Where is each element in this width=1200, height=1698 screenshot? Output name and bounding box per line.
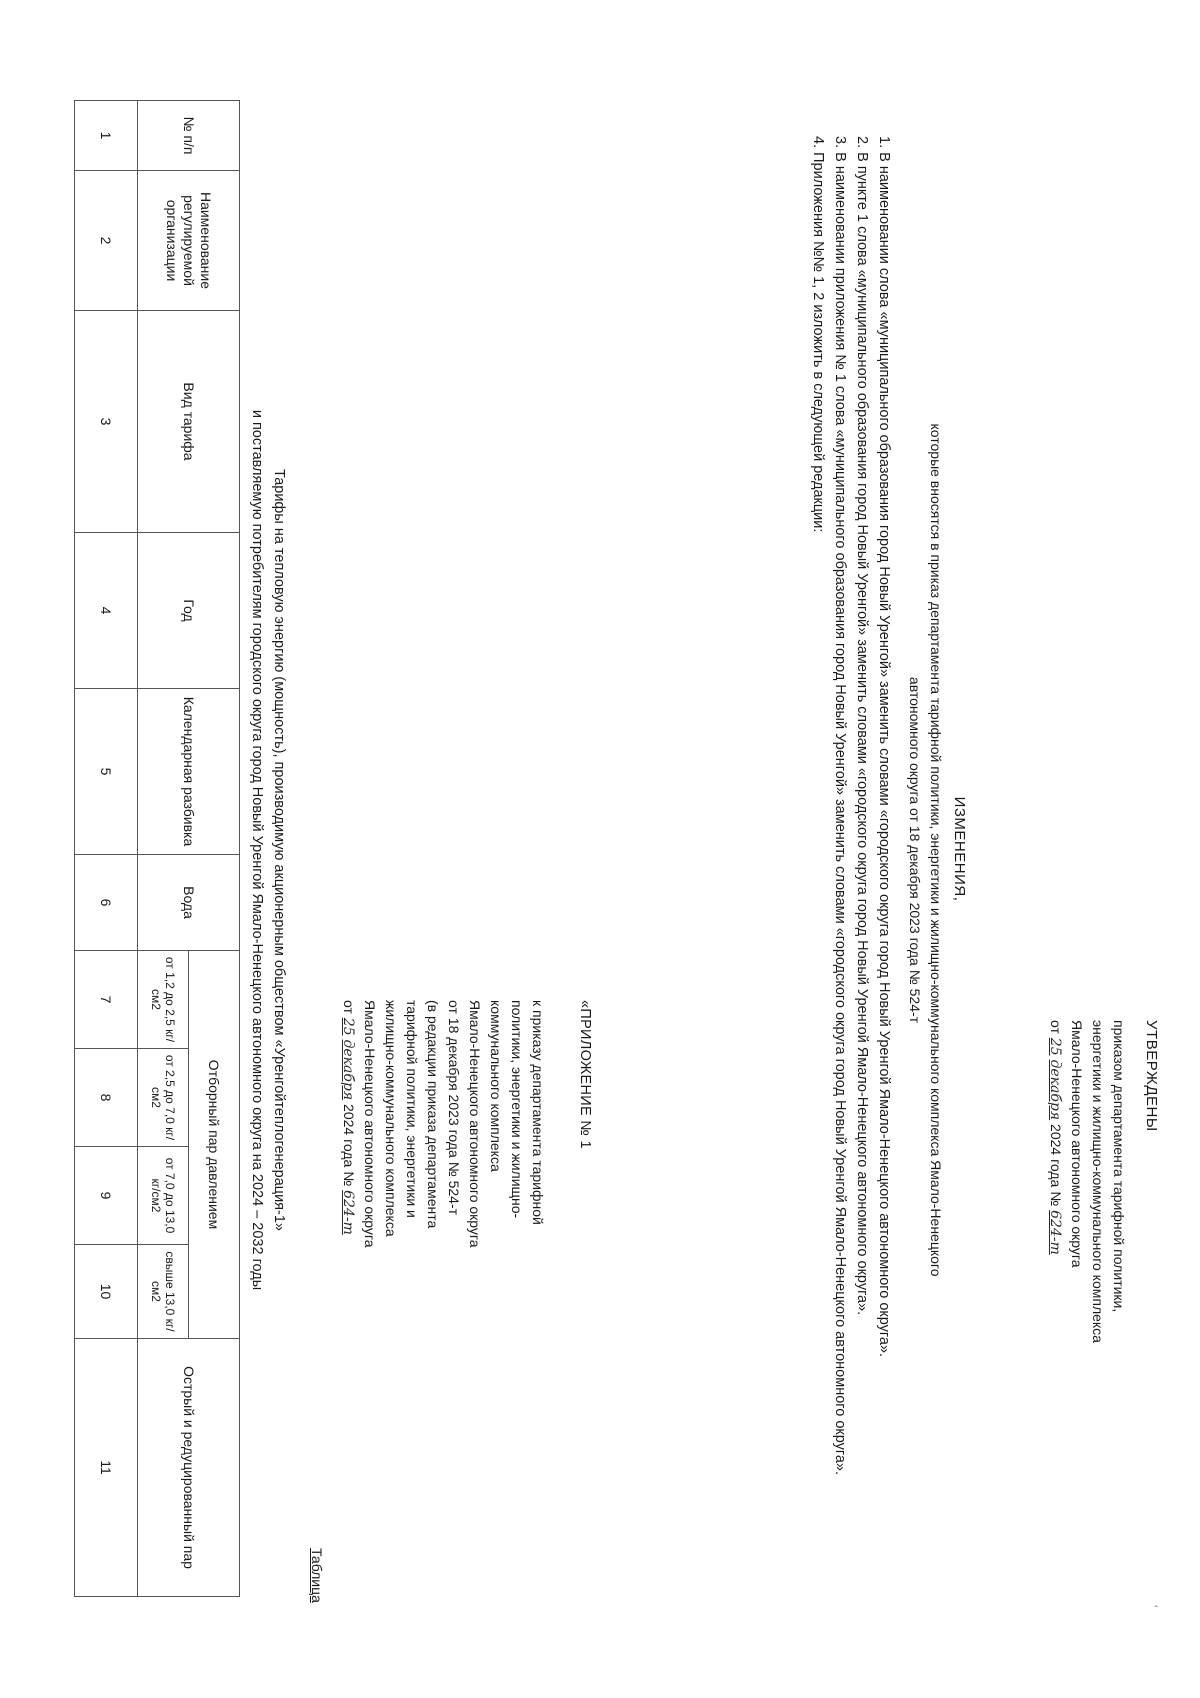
handwritten-month: декабря xyxy=(340,1039,356,1101)
appendix-heading: «ПРИЛОЖЕНИЕ № 1 xyxy=(577,1000,593,1149)
column-header: Вода xyxy=(138,855,240,951)
appendix-line: жилищно-коммунального комплекса xyxy=(383,1000,399,1237)
approval-line: энергетики и жилищно-коммунального комплекса xyxy=(1090,1020,1106,1343)
handwritten-number: 624-т xyxy=(1047,1210,1063,1255)
appendix-line: от 18 декабря 2023 года № 524-т xyxy=(446,1000,462,1216)
table-cell: 6 xyxy=(75,855,138,951)
table-cell: 1 xyxy=(75,101,138,171)
appendix-block xyxy=(337,1000,595,1470)
table-label: Таблица xyxy=(309,1548,325,1603)
approval-heading: УТВЕРЖДЕНЫ xyxy=(1143,1020,1160,1132)
pressure-subheader: от 1,2 до 2,5 кг/см2 xyxy=(138,951,189,1049)
column-header: Вид тарифа xyxy=(138,311,240,533)
appendix-line: Ямало-Ненецкого автономного округа xyxy=(362,1000,378,1248)
appendix-line: коммунального комплекса xyxy=(488,1000,504,1172)
appendix-line: тарифной политики, энергетики и xyxy=(404,1000,420,1218)
column-header: № п/п xyxy=(138,101,240,171)
appendix-line: к приказу департамента тарифной xyxy=(530,1000,546,1225)
appendix-line: политики, энергетики и жилищно- xyxy=(509,1000,525,1219)
table-cell: 11 xyxy=(75,1339,138,1597)
table-cell: 9 xyxy=(75,1147,138,1245)
appendix-date-line: от 25 декабря 2024 года № 624-т xyxy=(340,1000,357,1235)
amendment-item: 2. В пункте 1 слова «муниципального образования город Новый Уренгой» заменить словами «городского округа город Новый Уренгой Ямало-Ненецкого автономного округа». xyxy=(854,136,870,1316)
changes-subtitle: которые вносятся в приказ департамента тарифной политики, энергетики и жилищно-коммунального комплекса Ямало-Ненецкого автономного округа от 18 декабря 2023 года № 524-т xyxy=(907,423,944,1277)
table-cell: 10 xyxy=(75,1245,138,1339)
amendment-items xyxy=(807,100,895,1598)
column-header: Наименование регулируемой организации xyxy=(138,171,240,311)
appendix-line: (в редакции приказа департамента xyxy=(425,1000,441,1229)
column-header: Острый и редуцированный пар xyxy=(138,1339,240,1597)
pressure-subheader: от 7,0 до 13,0 кг/см2 xyxy=(138,1147,189,1245)
table-row xyxy=(75,101,138,1597)
table-cell: 2 xyxy=(75,171,138,311)
handwritten-day: 25 xyxy=(1047,1037,1063,1056)
pressure-subheader: свыше 13,0 кг/см2 xyxy=(138,1245,189,1339)
tariff-title: Тарифы на тепловую энергию (мощность), производимую акционерным обществом «Уренгойтеплогенерация-1» и поставляемую потребителям городского округа город Новый Уренгой Ямало-Ненецкого автономного округа на 2024 – 2032 годы xyxy=(249,409,287,1291)
handwritten-day: 25 xyxy=(340,1017,356,1036)
approval-block xyxy=(1044,1020,1162,1490)
tariff-table xyxy=(74,100,240,1597)
handwritten-month: декабря xyxy=(1047,1059,1063,1121)
approval-date-line: от 25 декабря 2024 года № 624-т xyxy=(1047,1020,1064,1255)
table-header-row xyxy=(189,101,240,1597)
column-header: Календарная разбивка xyxy=(138,689,240,855)
scan-artifact-mark: ' xyxy=(1146,1605,1160,1608)
table-cell: 3 xyxy=(75,311,138,533)
approval-line: приказом департамента тарифной политики, xyxy=(1111,1020,1127,1313)
pressure-subheader: от 2,5 до 7,0 кг/см2 xyxy=(138,1049,189,1147)
column-header: Год xyxy=(138,533,240,689)
column-header: Отборный пар давлением xyxy=(189,951,240,1339)
table-cell: 5 xyxy=(75,689,138,855)
table-cell: 8 xyxy=(75,1049,138,1147)
approval-line: Ямало-Ненецкого автономного округа xyxy=(1069,1020,1085,1268)
changes-title: ИЗМЕНЕНИЯ, xyxy=(951,796,968,902)
appendix-line: Ямало-Ненецкого автономного округа xyxy=(467,1000,483,1248)
amendment-item: 3. В наименовании приложения № 1 слова «муниципального образования город Новый Уренгой» заменить словами «городского округа город Новый Уренгой Ямало-Ненецкого автономного округа». xyxy=(832,136,848,1476)
amendment-item: 4. Приложения №№ 1, 2 изложить в следующей редакции: xyxy=(810,136,826,533)
handwritten-number: 624-т xyxy=(340,1190,356,1235)
amendment-item: 1. В наименовании слова «муниципального образования город Новый Уренгой» заменить словами «городского округа город Новый Уренгой Ямало-Ненецкого автономного округа». xyxy=(876,136,892,1358)
table-cell: 4 xyxy=(75,533,138,689)
table-cell: 7 xyxy=(75,951,138,1049)
